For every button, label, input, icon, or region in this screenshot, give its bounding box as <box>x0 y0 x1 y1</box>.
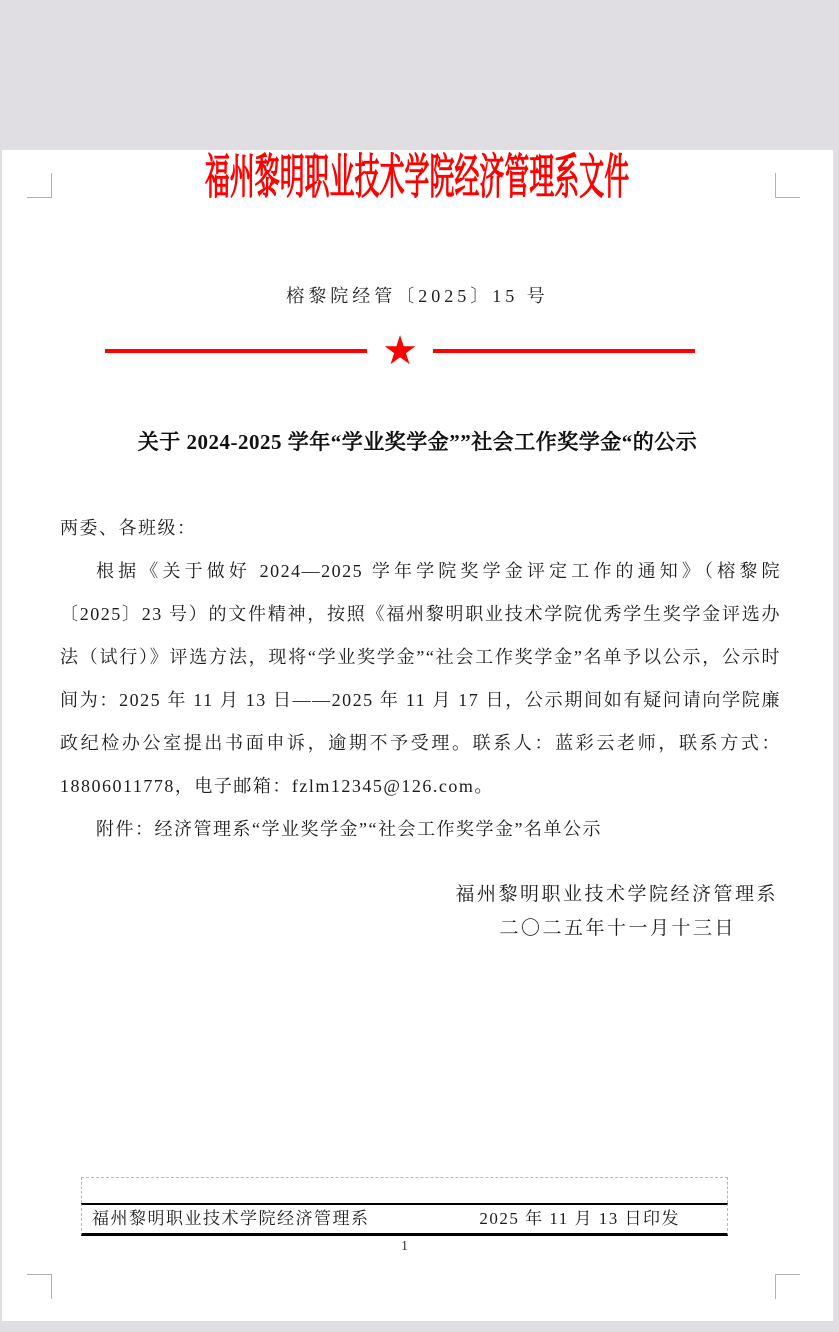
document-subject-title: 关于 2024-2025 学年“学业奖学金””社会工作奖学金“的公示 <box>137 430 698 454</box>
margin-corner-mark-top-left <box>27 173 52 198</box>
footer-print-date: 2025 年 11 月 13 日印发 <box>479 1209 680 1228</box>
page-number: 1 <box>401 1239 408 1254</box>
star-icon: ★ <box>382 328 418 374</box>
body-paragraph: 根据《关于做好 2024—2025 学年学院奖学金评定工作的通知》（榕黎院〔2025〕23 号）的文件精神，按照《福州黎明职业技术学院优秀学生奖学金评选办法（试行）》评选方法，现将“学业奖学金”“社会工作奖学金”名单予以公示，公示时间为：2025 年 11 月 13 日——2025 年 11 月 17 日，公示期间如有疑问请向学院廉政纪检办公室提出书面申诉，逾期不予受理。联系人：蓝彩云老师，联系方式：18806011778，电子邮箱：fzlm12345@126.com。 <box>60 561 781 796</box>
footer-empty-row <box>81 1177 728 1203</box>
document-body <box>2 507 833 851</box>
footer-main-row <box>81 1203 728 1236</box>
red-divider-line-left <box>105 349 367 353</box>
signature-organization: 福州黎明职业技术学院经济管理系 <box>455 884 778 905</box>
document-header-title <box>2 150 833 217</box>
margin-corner-mark-top-right <box>775 173 800 198</box>
document-number: 榕黎院经管〔2025〕15 号 <box>286 286 549 306</box>
margin-corner-mark-bottom-left <box>27 1274 52 1299</box>
footer-issuer: 福州黎明职业技术学院经济管理系 <box>92 1209 370 1228</box>
red-divider <box>105 328 695 374</box>
signature-date: 二〇二五年十一月十三日 <box>499 918 736 939</box>
margin-corner-mark-bottom-right <box>775 1274 800 1299</box>
document-header-title-text: 福州黎明职业技术学院经济管理系文件 <box>205 151 630 204</box>
attachment-line: 附件：经济管理系“学业奖学金”“社会工作奖学金”名单公示 <box>96 819 602 839</box>
red-divider-line-right <box>433 349 695 353</box>
salutation: 两委、各班级： <box>60 518 197 538</box>
footer-table <box>81 1177 728 1236</box>
document-page <box>2 150 833 1321</box>
